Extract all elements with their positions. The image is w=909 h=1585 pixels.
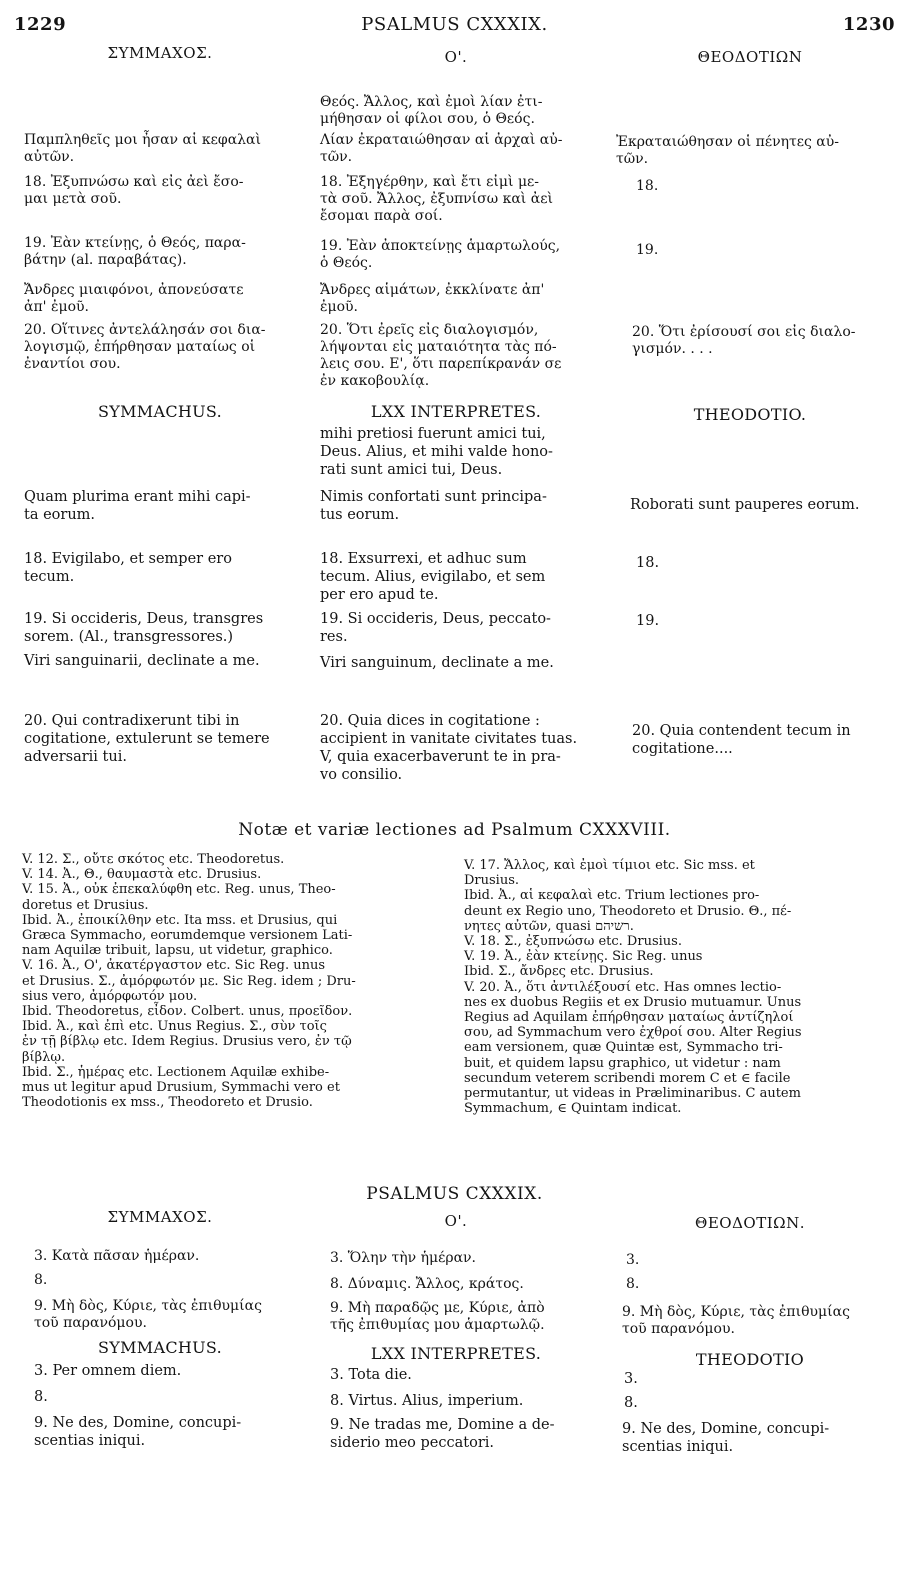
notes-title: Notæ et variæ lectiones ad Psalmum CXXXVIII. <box>238 820 671 840</box>
bottom-col-header-theodotion-latin: THEODOTIO <box>695 1350 805 1369</box>
sym-latin-row-20: 20. Qui contradixerunt tibi in cogitatione, extulerunt se temere adversarii tui. <box>24 713 270 765</box>
theo-latin-row-1: Roborati sunt pauperes eorum. <box>630 497 860 513</box>
theo-latin-row-18: 18. <box>636 555 660 571</box>
col-header-symmachus-latin: SYMMACHUS. <box>98 402 222 421</box>
bottom-theo-latin-row-9: 9. Ne des, Domine, concupi- scentias iniqui. <box>622 1421 830 1455</box>
theo-latin-row-19: 19. <box>636 613 660 629</box>
theo-greek-row-1: Ἐκραταιώθησαν οἱ πένητες αὐ- τῶν. <box>616 134 839 167</box>
bottom-theo-latin-row-3: 3. <box>624 1371 638 1387</box>
sym-greek-row-1: Παμπληθεῖς μοι ἦσαν αἱ κεφαλαὶ αὐτῶν. <box>24 132 261 165</box>
bottom-sym-greek-row-3: 3. Κατὰ πᾶσαν ἡμέραν. <box>34 1248 200 1264</box>
lxx-latin-row-19: 19. Si occideris, Deus, peccato- res. <box>320 611 551 645</box>
bottom-lxx-greek-row-9: 9. Μὴ παραδῷς με, Κύριε, ἀπὸ τῆς ἐπιθυμίας μου ἁμαρτωλῷ. <box>330 1300 545 1333</box>
lxx-greek-intro: Θεός. Ἄλλος, καὶ ἐμοὶ λίαν ἐτι- μήθησαν οἱ φίλοι σου, ὁ Θεός. <box>320 94 543 127</box>
sym-latin-row-18: 18. Evigilabo, et semper ero tecum. <box>24 551 232 585</box>
lxx-latin-row-20: 20. Quia dices in cogitatione : accipient in vanitate civitates tuas. V, quia exacerbaverunt te in pra- vo consilio. <box>320 713 578 783</box>
lxx-greek-row-18: 18. Ἐξηγέρθην, καὶ ἔτι εἰμὶ με- τὰ σοῦ. Ἄλλος, ἐξυπνίσω καὶ ἀεὶ ἔσομαι παρὰ σοί. <box>320 174 553 224</box>
lxx-greek-row-1: Λίαν ἐκραταιώθησαν αἱ ἀρχαὶ αὐ- τῶν. <box>320 132 563 165</box>
bottom-theo-latin-row-8: 8. <box>624 1395 638 1411</box>
theo-latin-row-20: 20. Quia contendent tecum in cogitatione.... <box>632 723 851 757</box>
col-header-symmachus-greek: ΣΥΜΜΑΧΟΣ. <box>107 44 213 62</box>
col-header-lxx-greek: Ο'. <box>444 48 468 66</box>
sym-greek-row-19b: Ἄνδρες μιαιφόνοι, ἀπονεύσατε ἀπ' ἐμοῦ. <box>24 282 244 315</box>
sym-latin-row-19: 19. Si occideris, Deus, transgres sorem. (Al., transgressores.) <box>24 611 264 645</box>
theo-greek-row-18: 18. <box>636 178 659 194</box>
bottom-sym-greek-row-8: 8. <box>34 1272 48 1288</box>
col-header-theodotion-greek: ΘΕΟΔΟΤΙΩΝ <box>697 48 803 66</box>
sym-greek-row-20: 20. Οἵτινες ἀντελάλησάν σοι δια- λογισμῷ, ἐπήρθησαν ματαίως οἱ ἐναντίοι σου. <box>24 322 266 372</box>
bottom-sym-greek-row-9: 9. Μὴ δὸς, Κύριε, τὰς ἐπιθυμίας τοῦ παρανόμου. <box>34 1298 262 1331</box>
sym-greek-row-18: 18. Ἐξυπνώσω καὶ εἰς ἀεὶ ἔσο- μαι μετὰ σοῦ. <box>24 174 244 207</box>
sym-greek-row-19: 19. Ἐὰν κτείνῃς, ὁ Θεός, παρα- βάτην (al. παραβάτας). <box>24 235 246 268</box>
col-header-theodotion-latin: THEODOTIO. <box>693 405 807 424</box>
bottom-col-header-symmachus-latin: SYMMACHUS. <box>98 1338 222 1357</box>
running-title: PSALMUS CXXXIX. <box>361 14 548 35</box>
lxx-latin-row-1: Nimis confortati sunt principa- tus eorum. <box>320 489 547 523</box>
bottom-psalm-title: PSALMUS CXXXIX. <box>366 1184 543 1204</box>
lxx-latin-row-19b: Viri sanguinum, declinate a me. <box>320 655 554 671</box>
bottom-sym-latin-row-3: 3. Per omnem diem. <box>34 1363 182 1379</box>
sym-latin-row-1: Quam plurima erant mihi capi- ta eorum. <box>24 489 251 523</box>
page-number-right: 1230 <box>842 14 895 35</box>
bottom-theo-greek-row-3: 3. <box>626 1252 640 1268</box>
bottom-theo-greek-row-9: 9. Μὴ δὸς, Κύριε, τὰς ἐπιθυμίας τοῦ παρανόμου. <box>622 1304 850 1337</box>
theo-greek-row-19: 19. <box>636 242 659 258</box>
lxx-latin-row-18: 18. Exsurrexi, et adhuc sum tecum. Alius, evigilabo, et sem per ero apud te. <box>320 551 546 603</box>
lxx-greek-row-19b: Ἄνδρες αἱμάτων, ἐκκλίνατε ἀπ' ἐμοῦ. <box>320 282 545 315</box>
theo-greek-row-20: 20. Ὅτι ἐρίσουσί σοι εἰς διαλο- γισμόν. . . . <box>632 324 856 357</box>
bottom-lxx-greek-row-8: 8. Δύναμις. Ἄλλος, κράτος. <box>330 1276 524 1292</box>
lxx-greek-row-20: 20. Ὅτι ἐρεῖς εἰς διαλογισμόν, λήψονται εἰς ματαιότητα τὰς πό- λεις σου. Ε', ὅτι παρεπίκρανάν σε ἐν κακοβουλίᾳ. <box>320 322 562 389</box>
bottom-lxx-greek-row-3: 3. Ὅλην τὴν ἡμέραν. <box>330 1250 477 1266</box>
notes-right-column: V. 17. Ἄλλος, καὶ ἐμοὶ τίμιοι etc. Sic mss. et Drusius. Ibid. Ἀ., αἱ κεφαλαὶ etc. Trium lectiones pro- deunt ex Regio uno, Theodoreto et Drusio. Θ., πέ- νητες αὐτῶν, quasi רשיהם. V. 18. Σ., ἐξυπνώσω etc. Drusius. V. 19. Ἀ., ἐὰν κτείνῃς. Sic Reg. unus Ibid. Σ., ἄνδρες etc. Drusius. V. 20. Ἀ., ὅτι ἀντιλέξουσί etc. Has omnes lectio- nes ex duobus Regiis et ex Drusio mutuamur. Unus Regius ad Aquilam ἐπήρθησαν ματαίως ἀντίζηλοί σου, ad Symmachum vero ἐχθροί σου. Alter Regius eam versionem, quæ Quintæ est, Symmacho tri- buit, et quidem lapsu graphico, ut videtur : nam secundum veterem scribendi morem C et ∈ facile permutantur, ut videas in Præliminaribus. C autem Symmachum, ∈ Quintam indicat. <box>464 858 802 1117</box>
notes-left-column: V. 12. Σ., οὔτε σκότος etc. Theodoretus. V. 14. Ἀ., Θ., θαυμαστὰ etc. Drusius. V. 15. Ἀ., οὐκ ἐπεκαλύφθη etc. Reg. unus, Theo- doretus et Drusius. Ibid. Ἀ., ἐποικίλθην etc. Ita mss. et Drusius, qui Græca Symmacho, eorumdemque versionem Lati- nam Aquilæ tribuit, lapsu, ut videtur, graphico. V. 16. Ἀ., Ο', ἀκατέργαστον etc. Sic Reg. unus et Drusius. Σ., ἀμόρφωτόν με. Sic Reg. idem ; Dru- sius vero, ἀμόρφωτόν μου. Ibid. Theodoretus, εἶδον. Colbert. unus, προεῖδον. Ibid. Ἀ., καὶ ἐπὶ etc. Unus Regius. Σ., σὺν τοῖς ἐν τῇ βίβλῳ etc. Idem Regius. Drusius vero, ἐν τῷ βίβλῳ. Ibid. Σ., ἡμέρας etc. Lectionem Aquilæ exhibe- mus ut legitur apud Drusium, Symmachi vero et Theodotionis ex mss., Theodoreto et Drusio. <box>22 852 356 1111</box>
bottom-lxx-latin-row-9: 9. Ne tradas me, Domine a de- siderio meo peccatori. <box>330 1417 555 1451</box>
sym-latin-row-19b: Viri sanguinarii, declinate a me. <box>24 653 260 669</box>
bottom-lxx-latin-row-8: 8. Virtus. Alius, imperium. <box>330 1393 524 1409</box>
lxx-greek-row-19: 19. Ἐὰν ἀποκτείνῃς ἁμαρτωλούς, ὁ Θεός. <box>320 238 561 271</box>
bottom-theo-greek-row-8: 8. <box>626 1276 640 1292</box>
lxx-latin-intro: mihi pretiosi fuerunt amici tui, Deus. Alius, et mihi valde hono- rati sunt amici tui, Deus. <box>320 426 553 478</box>
bottom-col-header-theodotion-greek: ΘΕΟΔΟΤΙΩΝ. <box>695 1214 805 1232</box>
page-number-left: 1229 <box>14 14 67 35</box>
bottom-sym-latin-row-9: 9. Ne des, Domine, concupi- scentias iniqui. <box>34 1415 242 1449</box>
col-header-lxx-latin: LXX INTERPRETES. <box>370 402 542 421</box>
bottom-sym-latin-row-8: 8. <box>34 1389 48 1405</box>
bottom-col-header-symmachus-greek: ΣΥΜΜΑΧΟΣ. <box>107 1208 213 1226</box>
bottom-col-header-lxx-latin: LXX INTERPRETES. <box>370 1344 542 1363</box>
bottom-lxx-latin-row-3: 3. Tota die. <box>330 1367 412 1383</box>
bottom-col-header-lxx-greek: Ο'. <box>444 1212 468 1230</box>
